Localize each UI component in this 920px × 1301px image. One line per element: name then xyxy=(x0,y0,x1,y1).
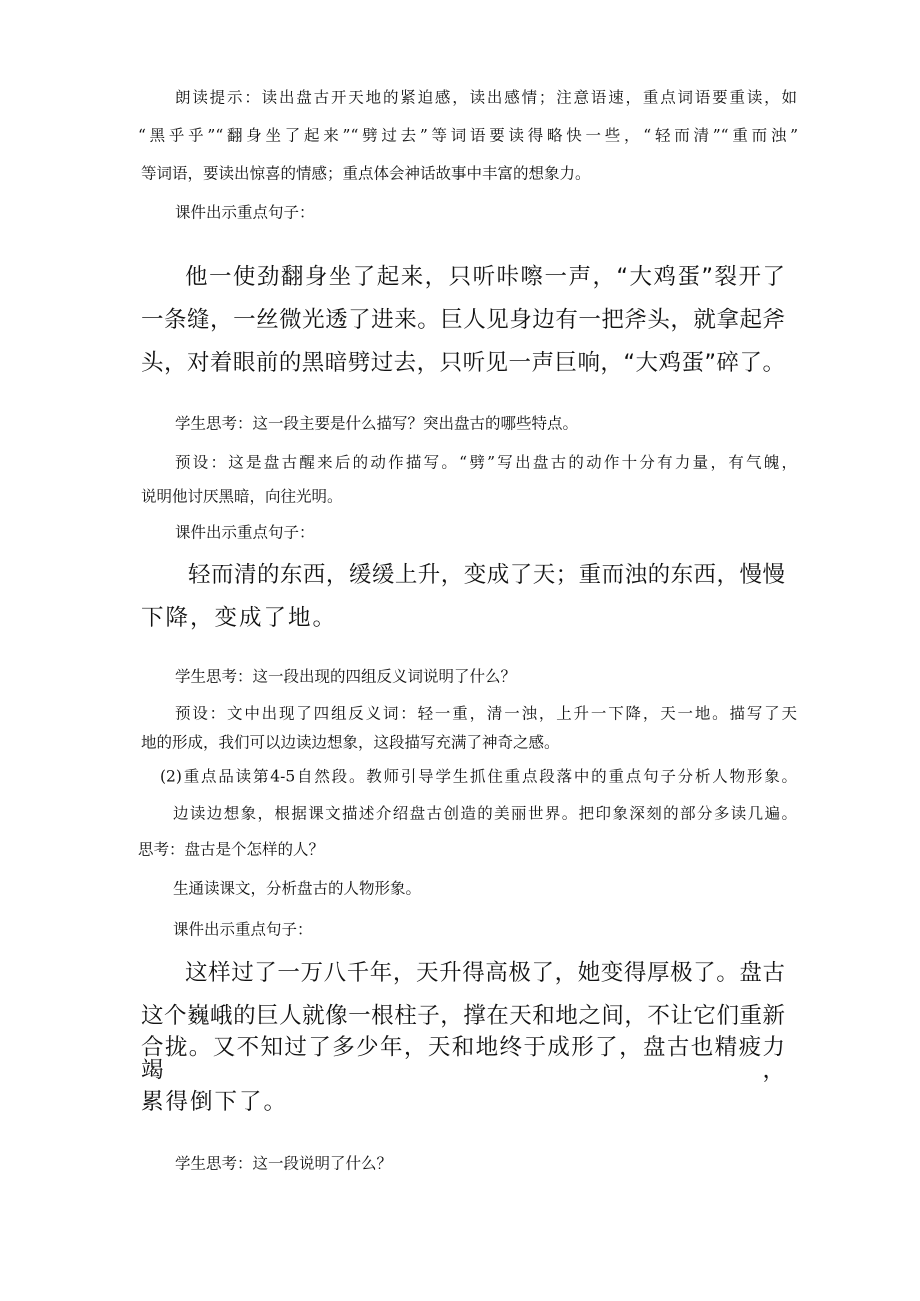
key-sentence-line: 合拢。又不知过了多少年，天和地终于成形了，盘古也精疲力竭， xyxy=(141,1034,785,1083)
key-sentence-line: 轻而清的东西，缓缓上升，变成了天；重而浊的东西，慢慢 xyxy=(188,561,785,588)
reading-tip-line: 朗读提示：读出盘古开天地的紧迫感，读出感情；注意语速，重点词语要重读，如 xyxy=(175,88,797,107)
preset-answer-line: 地的形成，我们可以边读边想象，这段描写充满了神奇之感。 xyxy=(141,733,560,752)
instruction-line: 生通读课文，分析盘古的人物形象。 xyxy=(173,879,422,898)
reading-tip-line: “黑乎乎”“翻身坐了起来”“劈过去”等词语要读得略快一些，“轻而清”“重而浊” xyxy=(138,126,798,145)
section-heading: (2)重点品读第4-5自然段。教师引导学生抓住重点段落中的重点句子分析人物形象。 xyxy=(160,767,797,786)
preset-answer-line: 预设：文中出现了四组反义词：轻一重，清一浊，上升一下降，天一地。描写了天 xyxy=(175,704,797,723)
student-thinking: 学生思考：这一段主要是什么描写？突出盘古的哪些特点。 xyxy=(175,414,579,433)
key-sentence-line: 下降，变成了地。 xyxy=(141,604,338,631)
key-sentence-line: 这个巍峨的巨人就像一根柱子，撑在天和地之间，不让它们重新 xyxy=(141,1002,785,1029)
instruction-line: 边读边想象，根据课文描述介绍盘古创造的美丽世界。把印象深刻的部分多读几遍。 xyxy=(173,804,797,823)
student-thinking: 学生思考：这一段说明了什么？ xyxy=(175,1154,393,1173)
key-sentence-line: 他一使劲翻身坐了起来，只听咔嚓一声，“大鸡蛋”裂开了 xyxy=(185,263,785,290)
courseware-label: 课件出示重点句子： xyxy=(173,920,313,939)
courseware-label: 课件出示重点句子： xyxy=(175,203,315,222)
key-sentence-line: 一条缝，一丝微光透了进来。巨人见身边有一把斧头，就拿起斧 xyxy=(141,306,785,333)
preset-answer-line: 说明他讨厌黑暗，向往光明。 xyxy=(141,487,343,506)
key-sentence-line: 这样过了一万八千年，天升得高极了，她变得厚极了。盘古 xyxy=(185,959,785,986)
instruction-line: 思考：盘古是个怎样的人？ xyxy=(138,840,325,859)
preset-answer-line: 预设：这是盘古醒来后的动作描写。“劈”写出盘古的动作十分有力量，有气魄， xyxy=(175,453,797,472)
student-thinking: 学生思考：这一段出现的四组反义词说明了什么？ xyxy=(175,667,517,686)
reading-tip-line: 等词语，要读出惊喜的情感；重点体会神话故事中丰富的想象力。 xyxy=(141,164,591,183)
key-sentence-line: 累得倒下了。 xyxy=(141,1088,289,1115)
key-sentence-line: 头，对着眼前的黑暗劈过去，只听见一声巨响，“大鸡蛋”碎了。 xyxy=(141,349,785,376)
courseware-label: 课件出示重点句子： xyxy=(175,523,315,542)
